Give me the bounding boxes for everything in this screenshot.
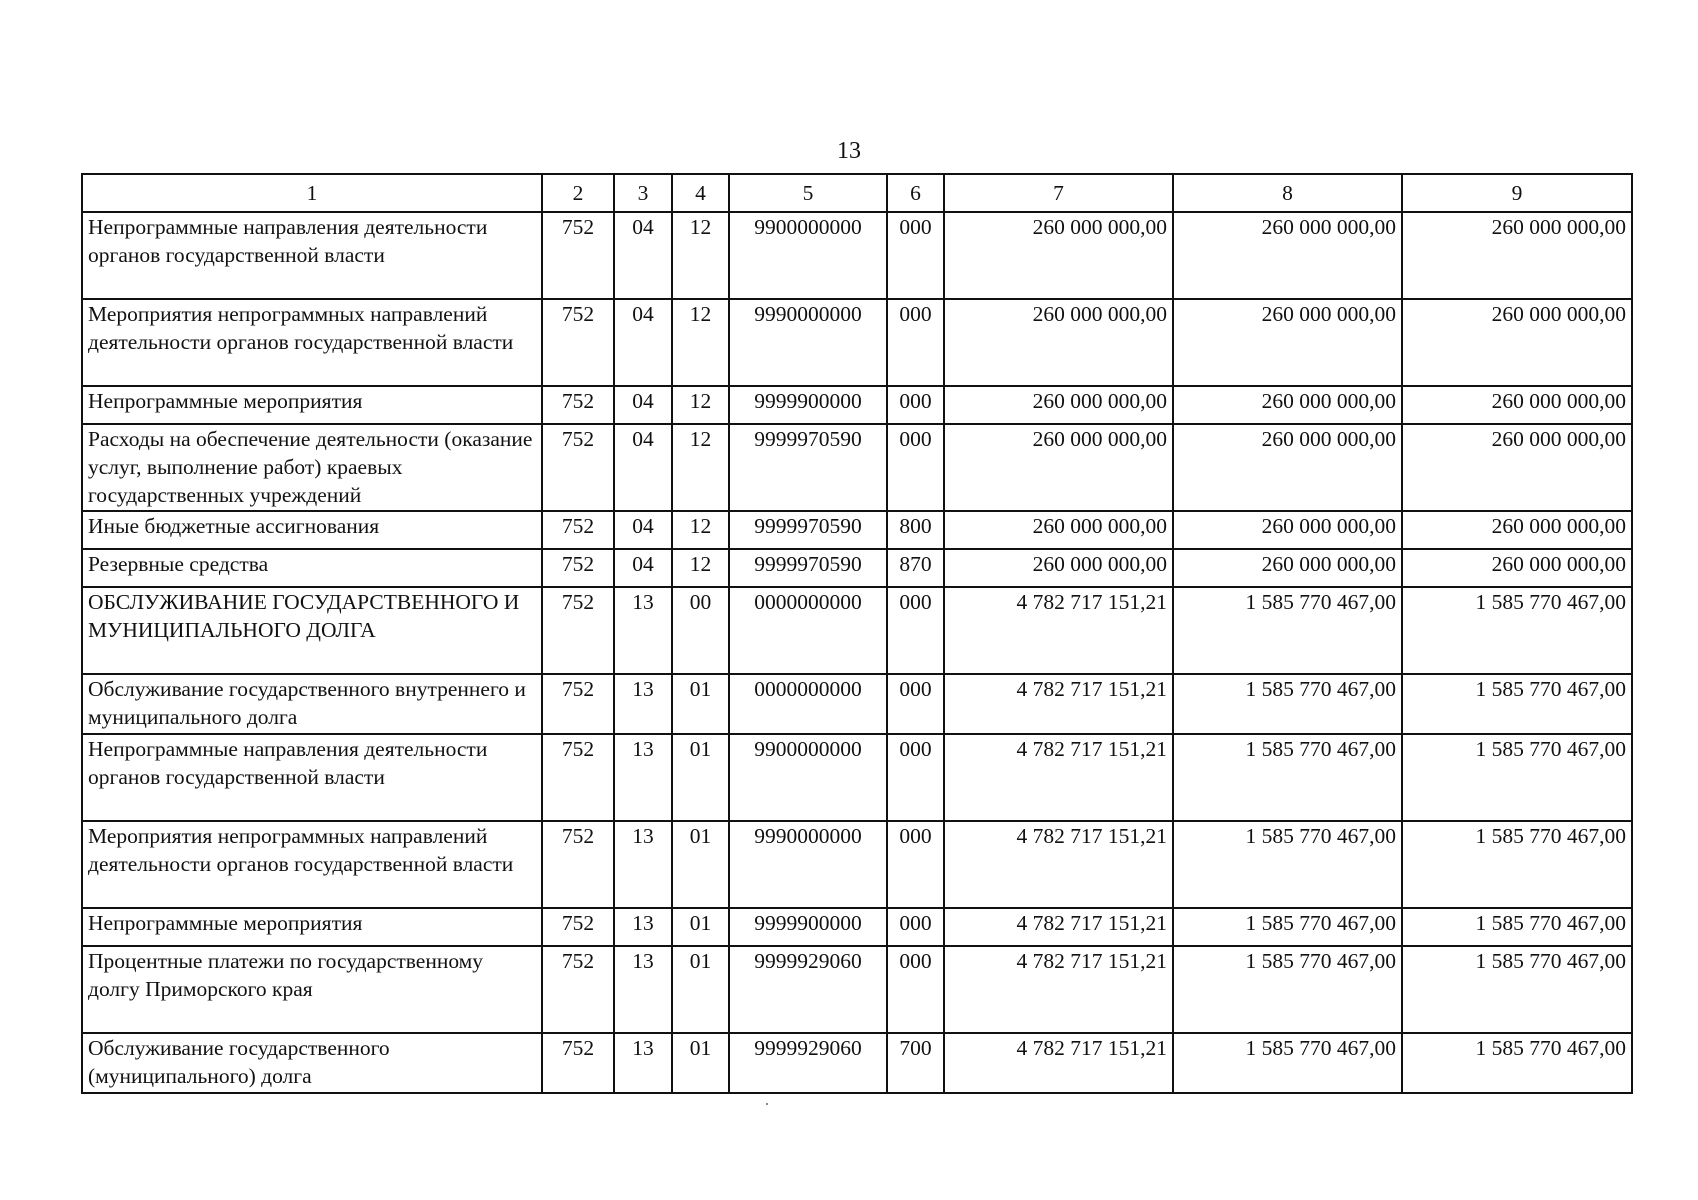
section-code: 13 bbox=[614, 587, 672, 674]
row-name: Резервные средства bbox=[82, 549, 542, 587]
header-cell: 9 bbox=[1402, 174, 1632, 212]
subsection-code: 01 bbox=[672, 946, 729, 1033]
amount-col-8: 1 585 770 467,00 bbox=[1173, 734, 1402, 821]
subsection-code: 12 bbox=[672, 511, 729, 549]
section-code: 04 bbox=[614, 299, 672, 386]
section-code: 13 bbox=[614, 908, 672, 946]
header-cell: 2 bbox=[542, 174, 614, 212]
row-name: Непрограммные направления деятельности органов государственной власти bbox=[82, 212, 542, 299]
section-code: 04 bbox=[614, 511, 672, 549]
table-row bbox=[82, 734, 1632, 821]
table-row bbox=[82, 1033, 1632, 1093]
amount-col-8: 260 000 000,00 bbox=[1173, 424, 1402, 511]
subsection-code: 01 bbox=[672, 674, 729, 734]
row-name: Обслуживание государственного внутреннего и муниципального долга bbox=[82, 674, 542, 734]
expense-type-code: 000 bbox=[887, 908, 944, 946]
subsection-code: 12 bbox=[672, 424, 729, 511]
amount-col-9: 260 000 000,00 bbox=[1402, 212, 1632, 299]
section-code: 13 bbox=[614, 821, 672, 908]
row-name: Непрограммные направления деятельности органов государственной власти bbox=[82, 734, 542, 821]
target-article-code: 9999970590 bbox=[729, 549, 887, 587]
expense-type-code: 000 bbox=[887, 946, 944, 1033]
amount-col-9: 260 000 000,00 bbox=[1402, 549, 1632, 587]
amount-col-9: 1 585 770 467,00 bbox=[1402, 587, 1632, 674]
admin-code: 752 bbox=[542, 299, 614, 386]
target-article-code: 9990000000 bbox=[729, 299, 887, 386]
amount-col-7: 260 000 000,00 bbox=[944, 549, 1173, 587]
expense-type-code: 000 bbox=[887, 674, 944, 734]
amount-col-8: 1 585 770 467,00 bbox=[1173, 946, 1402, 1033]
row-name: Расходы на обеспечение деятельности (оказание услуг, выполнение работ) краевых государственных учреждений bbox=[82, 424, 542, 511]
amount-col-7: 4 782 717 151,21 bbox=[944, 734, 1173, 821]
table-row bbox=[82, 946, 1632, 1033]
header-cell: 3 bbox=[614, 174, 672, 212]
subsection-code: 01 bbox=[672, 821, 729, 908]
amount-col-7: 4 782 717 151,21 bbox=[944, 1033, 1173, 1093]
header-cell: 5 bbox=[729, 174, 887, 212]
target-article-code: 9900000000 bbox=[729, 212, 887, 299]
section-code: 04 bbox=[614, 424, 672, 511]
amount-col-8: 1 585 770 467,00 bbox=[1173, 821, 1402, 908]
table-row bbox=[82, 908, 1632, 946]
expense-type-code: 000 bbox=[887, 386, 944, 424]
table-row bbox=[82, 212, 1632, 299]
budget-table bbox=[81, 173, 1633, 1094]
admin-code: 752 bbox=[542, 734, 614, 821]
target-article-code: 9900000000 bbox=[729, 734, 887, 821]
amount-col-8: 260 000 000,00 bbox=[1173, 386, 1402, 424]
admin-code: 752 bbox=[542, 511, 614, 549]
target-article-code: 9999900000 bbox=[729, 908, 887, 946]
subsection-code: 12 bbox=[672, 549, 729, 587]
table-row bbox=[82, 299, 1632, 386]
amount-col-9: 260 000 000,00 bbox=[1402, 386, 1632, 424]
target-article-code: 9999900000 bbox=[729, 386, 887, 424]
amount-col-9: 1 585 770 467,00 bbox=[1402, 674, 1632, 734]
target-article-code: 9999970590 bbox=[729, 424, 887, 511]
amount-col-9: 260 000 000,00 bbox=[1402, 511, 1632, 549]
row-name: Мероприятия непрограммных направлений деятельности органов государственной власти bbox=[82, 299, 542, 386]
header-cell: 1 bbox=[82, 174, 542, 212]
admin-code: 752 bbox=[542, 674, 614, 734]
table-row bbox=[82, 821, 1632, 908]
amount-col-8: 260 000 000,00 bbox=[1173, 299, 1402, 386]
page-number: 13 bbox=[837, 138, 861, 164]
row-name: ОБСЛУЖИВАНИЕ ГОСУДАРСТВЕННОГО И МУНИЦИПАЛЬНОГО ДОЛГА bbox=[82, 587, 542, 674]
expense-type-code: 870 bbox=[887, 549, 944, 587]
amount-col-7: 260 000 000,00 bbox=[944, 386, 1173, 424]
row-name: Непрограммные мероприятия bbox=[82, 386, 542, 424]
table-row bbox=[82, 511, 1632, 549]
amount-col-8: 1 585 770 467,00 bbox=[1173, 908, 1402, 946]
expense-type-code: 700 bbox=[887, 1033, 944, 1093]
subsection-code: 00 bbox=[672, 587, 729, 674]
amount-col-7: 4 782 717 151,21 bbox=[944, 908, 1173, 946]
amount-col-9: 1 585 770 467,00 bbox=[1402, 908, 1632, 946]
amount-col-7: 4 782 717 151,21 bbox=[944, 587, 1173, 674]
subsection-code: 12 bbox=[672, 386, 729, 424]
expense-type-code: 000 bbox=[887, 821, 944, 908]
amount-col-9: 1 585 770 467,00 bbox=[1402, 734, 1632, 821]
row-name: Обслуживание государственного (муниципального) долга bbox=[82, 1033, 542, 1093]
row-name: Непрограммные мероприятия bbox=[82, 908, 542, 946]
amount-col-9: 1 585 770 467,00 bbox=[1402, 946, 1632, 1033]
admin-code: 752 bbox=[542, 821, 614, 908]
section-code: 04 bbox=[614, 212, 672, 299]
amount-col-8: 260 000 000,00 bbox=[1173, 511, 1402, 549]
table-row bbox=[82, 587, 1632, 674]
section-code: 13 bbox=[614, 1033, 672, 1093]
table-row bbox=[82, 549, 1632, 587]
admin-code: 752 bbox=[542, 386, 614, 424]
amount-col-7: 4 782 717 151,21 bbox=[944, 946, 1173, 1033]
target-article-code: 9999929060 bbox=[729, 1033, 887, 1093]
subsection-code: 01 bbox=[672, 1033, 729, 1093]
amount-col-7: 4 782 717 151,21 bbox=[944, 821, 1173, 908]
section-code: 04 bbox=[614, 386, 672, 424]
subsection-code: 12 bbox=[672, 299, 729, 386]
expense-type-code: 000 bbox=[887, 299, 944, 386]
amount-col-7: 260 000 000,00 bbox=[944, 424, 1173, 511]
expense-type-code: 000 bbox=[887, 734, 944, 821]
row-name: Иные бюджетные ассигнования bbox=[82, 511, 542, 549]
expense-type-code: 000 bbox=[887, 587, 944, 674]
header-cell: 8 bbox=[1173, 174, 1402, 212]
section-code: 13 bbox=[614, 674, 672, 734]
admin-code: 752 bbox=[542, 1033, 614, 1093]
amount-col-7: 260 000 000,00 bbox=[944, 212, 1173, 299]
amount-col-9: 1 585 770 467,00 bbox=[1402, 821, 1632, 908]
table-header-row bbox=[82, 174, 1632, 212]
header-cell: 4 bbox=[672, 174, 729, 212]
admin-code: 752 bbox=[542, 587, 614, 674]
section-code: 13 bbox=[614, 734, 672, 821]
header-cell: 6 bbox=[887, 174, 944, 212]
amount-col-8: 1 585 770 467,00 bbox=[1173, 674, 1402, 734]
row-name: Мероприятия непрограммных направлений деятельности органов государственной власти bbox=[82, 821, 542, 908]
amount-col-7: 260 000 000,00 bbox=[944, 299, 1173, 386]
subsection-code: 01 bbox=[672, 908, 729, 946]
target-article-code: 0000000000 bbox=[729, 587, 887, 674]
expense-type-code: 000 bbox=[887, 212, 944, 299]
admin-code: 752 bbox=[542, 908, 614, 946]
amount-col-9: 1 585 770 467,00 bbox=[1402, 1033, 1632, 1093]
amount-col-8: 260 000 000,00 bbox=[1173, 212, 1402, 299]
amount-col-8: 1 585 770 467,00 bbox=[1173, 587, 1402, 674]
subsection-code: 01 bbox=[672, 734, 729, 821]
table-row bbox=[82, 674, 1632, 734]
target-article-code: 0000000000 bbox=[729, 674, 887, 734]
target-article-code: 9999929060 bbox=[729, 946, 887, 1033]
section-code: 04 bbox=[614, 549, 672, 587]
amount-col-7: 4 782 717 151,21 bbox=[944, 674, 1173, 734]
amount-col-8: 260 000 000,00 bbox=[1173, 549, 1402, 587]
subsection-code: 12 bbox=[672, 212, 729, 299]
amount-col-9: 260 000 000,00 bbox=[1402, 424, 1632, 511]
amount-col-9: 260 000 000,00 bbox=[1402, 299, 1632, 386]
header-cell: 7 bbox=[944, 174, 1173, 212]
admin-code: 752 bbox=[542, 946, 614, 1033]
table-row bbox=[82, 424, 1632, 511]
admin-code: 752 bbox=[542, 424, 614, 511]
admin-code: 752 bbox=[542, 549, 614, 587]
scan-speck bbox=[766, 1103, 768, 1105]
table-row bbox=[82, 386, 1632, 424]
target-article-code: 9999970590 bbox=[729, 511, 887, 549]
target-article-code: 9990000000 bbox=[729, 821, 887, 908]
row-name: Процентные платежи по государственному долгу Приморского края bbox=[82, 946, 542, 1033]
amount-col-7: 260 000 000,00 bbox=[944, 511, 1173, 549]
amount-col-8: 1 585 770 467,00 bbox=[1173, 1033, 1402, 1093]
admin-code: 752 bbox=[542, 212, 614, 299]
section-code: 13 bbox=[614, 946, 672, 1033]
expense-type-code: 800 bbox=[887, 511, 944, 549]
expense-type-code: 000 bbox=[887, 424, 944, 511]
